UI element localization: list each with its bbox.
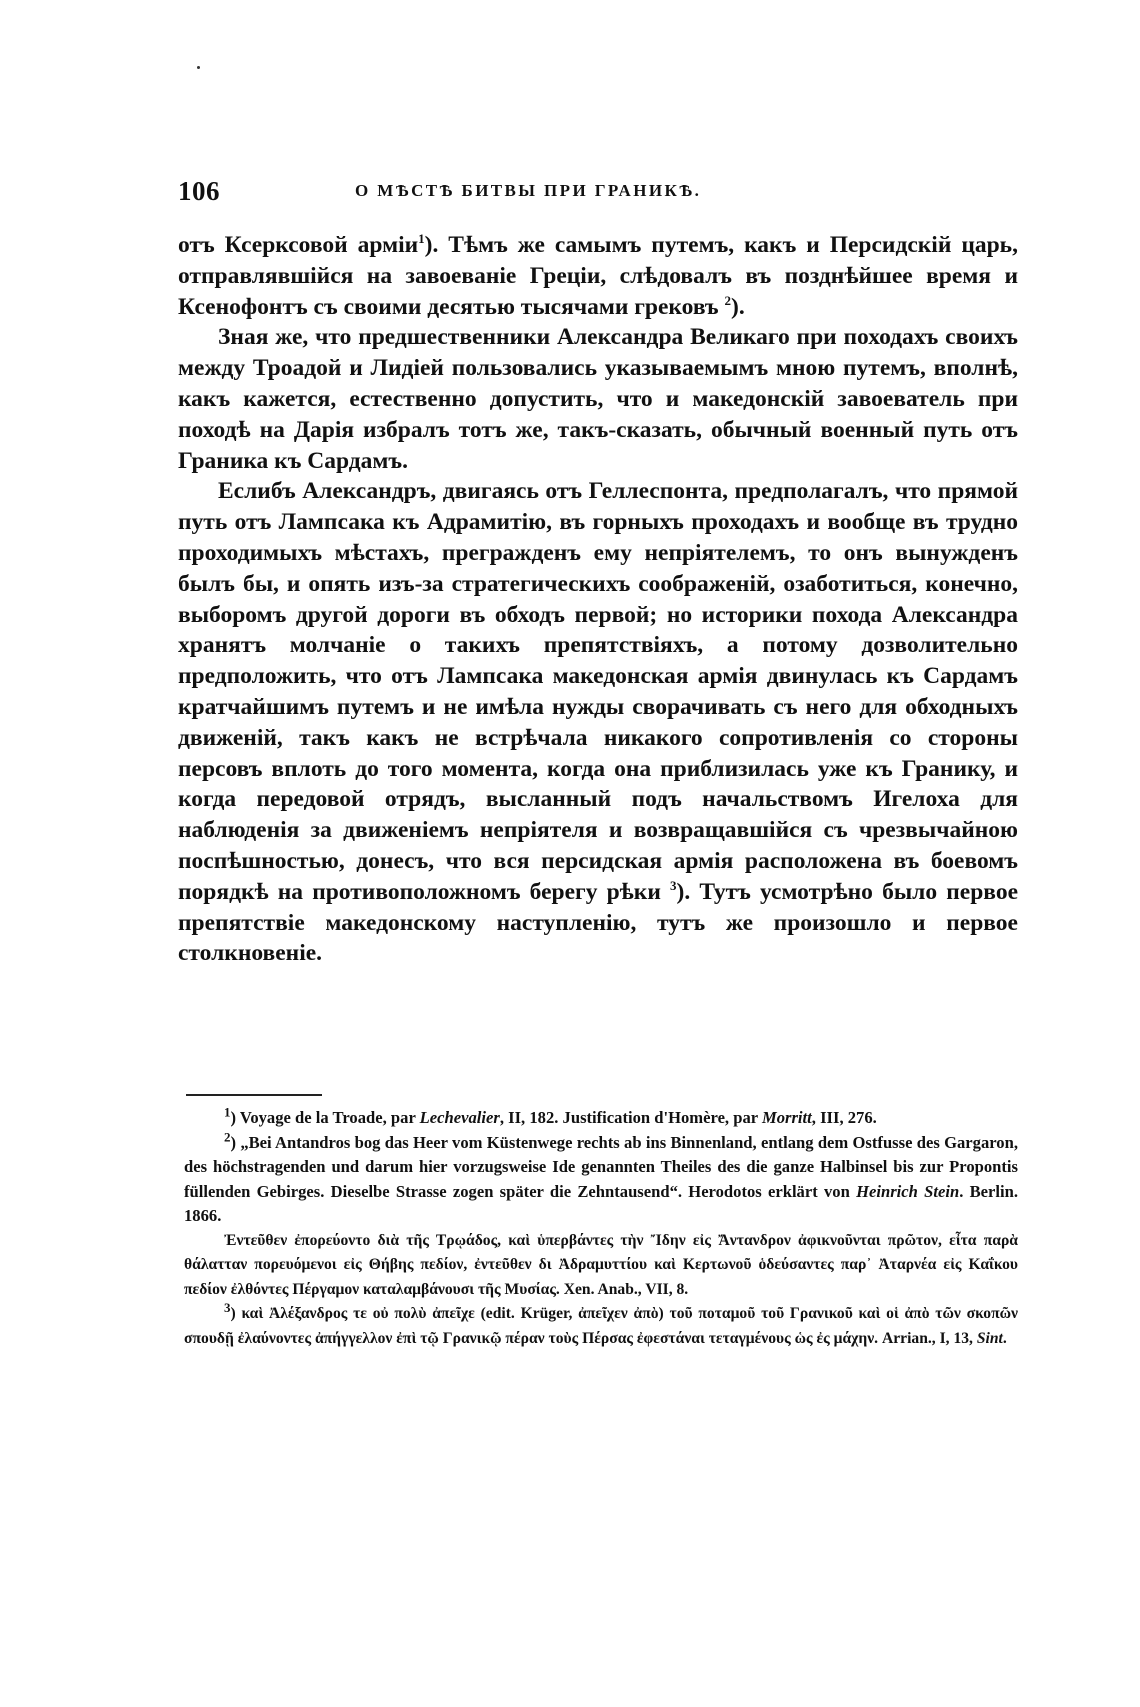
footnote-1 — [184, 1106, 1018, 1131]
footnote-3-marker: 3 — [224, 1299, 231, 1315]
footnote-ref-1: 1 — [418, 231, 425, 247]
paragraph-1-a: отъ Ксерксовой арміи — [178, 232, 419, 258]
footnote-1-text-b: , II, 182. Justification d'Homère, par — [499, 1108, 762, 1127]
footnote-2-text-a: ) „Bei Antandros bog das Heer vom Küstenwege rechts ab ins Binnenland, entlang dem Ostfusse des Gargaron, des höchstragenden und darum hier vorzugsweise Ide genannten Theiles des die ganze Halbinsel bis zur Propontis füllenden Gebirges. Dieselbe Strasse zogen später die Zehntausend“. Herodotos erklärt von — [184, 1132, 1018, 1201]
footnote-3 — [184, 1299, 1018, 1351]
footnote-1-text-a: ) Voyage de la Troade, par — [230, 1108, 420, 1127]
footnote-3-author: Sint — [976, 1329, 1003, 1347]
paragraph-1-c: ). — [731, 293, 745, 320]
footnote-2-greek: Ἐντεῦθεν ἐπορεύοντο διὰ τῆς Τρῳάδος, καὶ ὑπερβάντες τὴν Ἴδην εἰς Ἄντανδρον ἀφικνοῦνται πρῶτον, εἶτα παρὰ θάλατταν πορευόμενοι εἰς Θήβης πεδίον, ἐντεῦθεν δι Ἀδραμυττίου καὶ Κερτωνοῦ ὁδεύσαντες παρ᾽ Ἀταρνέα εἰς Καΐκου πεδίον ἐλθόντες Πέργαμον καταλαμβάνουσι τῆς Μυσίας. Xen. Anab., VII, 8. — [184, 1231, 1018, 1298]
main-text — [178, 230, 1018, 969]
footnote-2-text-b: . Berlin. 1866. — [184, 1181, 1018, 1225]
footnote-1-author-1: Lechevalier — [419, 1108, 500, 1127]
footnote-divider — [186, 1094, 322, 1096]
paragraph-2: Зная же, что предшественники Александра Великаго при походахъ своихъ между Троадой и Лидіей пользовались указываемымъ мною путемъ, вполнѣ, какъ кажется, естественно допустить, что и македонскій завоеватель при походѣ на Дарія избралъ тотъ же, такъ-сказать, обычный военный путь отъ Граника къ Сардамъ. — [178, 324, 1018, 474]
speck-mark — [197, 66, 200, 69]
paragraph-3-b: ). Тутъ усмотрѣно было первое препятствіе македонскому наступленію, тутъ же произошло и первое столкновеніе. — [178, 878, 1018, 967]
footnote-1-marker: 1 — [224, 1104, 231, 1120]
paragraph-1-b: ). Тѣмъ же самымъ путемъ, какъ и Персидскій царь, отправлявшійся на завоеваніе Греціи, слѣдовалъ въ позднѣйшее время и Ксенофонтъ съ своими десятью тысячами грековъ — [178, 232, 1018, 320]
footnote-1-author-2: Morritt — [761, 1108, 812, 1127]
footnote-2 — [184, 1128, 1018, 1229]
paragraph-1 — [178, 230, 1018, 322]
footnotes — [184, 1106, 1018, 1351]
footnote-2-author: Heinrich Stein — [856, 1181, 960, 1201]
paragraph-3-a: Еслибъ Александръ, двигаясь отъ Геллеспонта, предполагалъ, что прямой путь отъ Лампсака къ Адрамитію, въ горныхъ проходахъ и вообще въ трудно проходимыхъ мѣстахъ, прегражденъ ему непріятелемъ, то онъ вынужденъ былъ бы, и опять изъ-за стратегическихъ соображеній, озаботиться, конечно, выборомъ другой дороги въ обходъ первой; но историки похода Александра хранятъ молчаніе о такихъ препятствіяхъ, а потому дозволительно предположить, что отъ Лампсака македонская армія двинулась къ Сардамъ кратчайшимъ путемъ и не имѣла нужды сворачивать съ него для обходныхъ движеній, такъ какъ не встрѣчала никакого сопротивленія со стороны персовъ вплоть до того момента, когда она приблизилась уже къ Гранику, и когда передовой отрядъ, высланный подъ начальствомъ Игелоха для наблюденія за движеніемъ непріятеля и возвращавшійся съ чрезвычайною поспѣшностью, донесъ, что вся персидская армія расположена въ боевомъ порядкѣ на противоположномъ берегу рѣки — [178, 478, 1018, 905]
footnote-3-text-b: . — [1002, 1329, 1007, 1347]
running-head: О МѢСТѢ БИТВЫ ПРИ ГРАНИКѢ. — [355, 181, 702, 200]
paragraph-3 — [178, 476, 1018, 969]
footnote-1-text-c: , III, 276. — [811, 1108, 877, 1127]
footnote-ref-3: 3 — [670, 877, 677, 893]
footnote-3-text-a: ) καὶ Ἀλέξανδρος τε οὐ πολὺ ἀπεῖχε (edit. Krüger, ἀπεῖχεν ἀπὸ) τοῦ ποταμοῦ τοῦ Γρανικοῦ καὶ οἱ ἀπὸ τῶν σκοπῶν σπουδῇ ἐλαύνοντες ἀπήγγελλον ἐπὶ τῷ Γρανικῷ πέραν τοὺς Πέρσας ἐφεστάναι τεταγμένους ὡς ἐς μάχην. Arrian., I, 13, — [184, 1305, 1018, 1347]
footnote-2-marker: 2 — [224, 1128, 231, 1144]
page-number: 106 — [178, 176, 220, 206]
footnote-ref-2: 2 — [724, 292, 732, 308]
